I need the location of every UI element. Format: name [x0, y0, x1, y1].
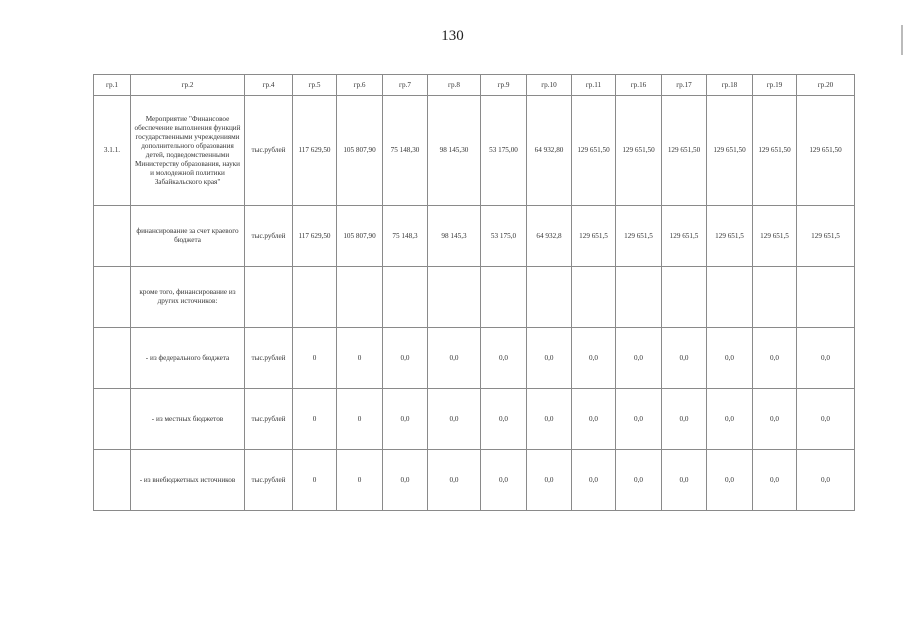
value-cell: 117 629,50: [293, 96, 337, 206]
value-cell: 0,0: [707, 328, 753, 389]
row-name: - из внебюджетных источников: [131, 450, 245, 511]
value-cell: 0: [337, 389, 383, 450]
scan-edge-mark: [901, 25, 903, 55]
value-cell: 0: [337, 450, 383, 511]
value-cell: 0,0: [797, 450, 855, 511]
value-cell: 129 651,50: [753, 96, 797, 206]
table-row: [94, 267, 855, 328]
value-cell: 0,0: [616, 389, 662, 450]
unit-cell: [245, 267, 293, 328]
value-cell: 0,0: [383, 328, 428, 389]
value-cell: 0,0: [527, 389, 572, 450]
row-name: - из местных бюджетов: [131, 389, 245, 450]
value-cell: [662, 267, 707, 328]
value-cell: 98 145,30: [428, 96, 481, 206]
value-cell: 129 651,5: [797, 206, 855, 267]
unit-cell: тыс.рублей: [245, 206, 293, 267]
value-cell: [527, 267, 572, 328]
value-cell: 0,0: [428, 328, 481, 389]
value-cell: 0,0: [572, 450, 616, 511]
unit-cell: тыс.рублей: [245, 328, 293, 389]
table-row: [94, 328, 855, 389]
table-row: [94, 450, 855, 511]
column-header: гр.18: [707, 75, 753, 96]
value-cell: [383, 267, 428, 328]
row-name: Мероприятие "Финансовое обеспечение выполнения функций государственными учреждениями дополнительного образования детей, подведомственными Министерству образования, науки и молодежной политики Забайкальского края": [131, 96, 245, 206]
value-cell: 0: [293, 389, 337, 450]
unit-cell: тыс.рублей: [245, 389, 293, 450]
table-row: [94, 96, 855, 206]
budget-table: [93, 74, 855, 511]
column-header: гр.2: [131, 75, 245, 96]
value-cell: 0,0: [616, 450, 662, 511]
value-cell: 0: [293, 450, 337, 511]
value-cell: 0: [293, 328, 337, 389]
value-cell: 0,0: [797, 389, 855, 450]
column-header: гр.7: [383, 75, 428, 96]
value-cell: 129 651,5: [572, 206, 616, 267]
value-cell: 53 175,00: [481, 96, 527, 206]
value-cell: 0,0: [481, 450, 527, 511]
row-code: [94, 450, 131, 511]
value-cell: 98 145,3: [428, 206, 481, 267]
value-cell: 0,0: [428, 450, 481, 511]
value-cell: 0,0: [662, 389, 707, 450]
value-cell: 0,0: [662, 328, 707, 389]
value-cell: 0,0: [527, 450, 572, 511]
value-cell: 0,0: [383, 450, 428, 511]
value-cell: [572, 267, 616, 328]
value-cell: 0,0: [753, 389, 797, 450]
row-code: [94, 328, 131, 389]
column-header: гр.17: [662, 75, 707, 96]
value-cell: [428, 267, 481, 328]
value-cell: 117 629,50: [293, 206, 337, 267]
column-header: гр.9: [481, 75, 527, 96]
row-code: [94, 206, 131, 267]
value-cell: [753, 267, 797, 328]
value-cell: 0,0: [572, 389, 616, 450]
row-code: 3.1.1.: [94, 96, 131, 206]
value-cell: 0,0: [616, 328, 662, 389]
column-header: гр.20: [797, 75, 855, 96]
value-cell: 129 651,5: [753, 206, 797, 267]
value-cell: 0,0: [383, 389, 428, 450]
column-header: гр.5: [293, 75, 337, 96]
value-cell: 129 651,5: [707, 206, 753, 267]
value-cell: 0,0: [662, 450, 707, 511]
value-cell: [293, 267, 337, 328]
value-cell: 64 932,8: [527, 206, 572, 267]
value-cell: [797, 267, 855, 328]
value-cell: [481, 267, 527, 328]
value-cell: 0,0: [428, 389, 481, 450]
value-cell: 75 148,30: [383, 96, 428, 206]
page-number: 130: [441, 28, 464, 44]
unit-cell: тыс.рублей: [245, 96, 293, 206]
value-cell: [616, 267, 662, 328]
value-cell: 0,0: [572, 328, 616, 389]
value-cell: 53 175,0: [481, 206, 527, 267]
row-name: финансирование за счет краевого бюджета: [131, 206, 245, 267]
row-code: [94, 389, 131, 450]
value-cell: 129 651,50: [572, 96, 616, 206]
column-header: гр.8: [428, 75, 481, 96]
column-header: гр.11: [572, 75, 616, 96]
value-cell: [707, 267, 753, 328]
row-code: [94, 267, 131, 328]
unit-cell: тыс.рублей: [245, 450, 293, 511]
column-header: гр.4: [245, 75, 293, 96]
value-cell: 0,0: [707, 450, 753, 511]
header-row: [94, 75, 855, 96]
value-cell: 0: [337, 328, 383, 389]
row-name: - из федерального бюджета: [131, 328, 245, 389]
value-cell: 0,0: [707, 389, 753, 450]
table-row: [94, 206, 855, 267]
value-cell: 0,0: [753, 328, 797, 389]
value-cell: 0,0: [527, 328, 572, 389]
column-header: гр.10: [527, 75, 572, 96]
value-cell: 0,0: [481, 389, 527, 450]
value-cell: 129 651,5: [662, 206, 707, 267]
row-name: кроме того, финансирование из других источников:: [131, 267, 245, 328]
column-header: гр.16: [616, 75, 662, 96]
value-cell: 129 651,50: [662, 96, 707, 206]
value-cell: [337, 267, 383, 328]
column-header: гр.6: [337, 75, 383, 96]
value-cell: 75 148,3: [383, 206, 428, 267]
table-row: [94, 389, 855, 450]
value-cell: 0,0: [753, 450, 797, 511]
value-cell: 105 807,90: [337, 206, 383, 267]
column-header: гр.1: [94, 75, 131, 96]
value-cell: 64 932,80: [527, 96, 572, 206]
value-cell: 129 651,50: [797, 96, 855, 206]
column-header: гр.19: [753, 75, 797, 96]
value-cell: 129 651,50: [616, 96, 662, 206]
value-cell: 0,0: [797, 328, 855, 389]
value-cell: 129 651,5: [616, 206, 662, 267]
value-cell: 129 651,50: [707, 96, 753, 206]
value-cell: 0,0: [481, 328, 527, 389]
value-cell: 105 807,90: [337, 96, 383, 206]
